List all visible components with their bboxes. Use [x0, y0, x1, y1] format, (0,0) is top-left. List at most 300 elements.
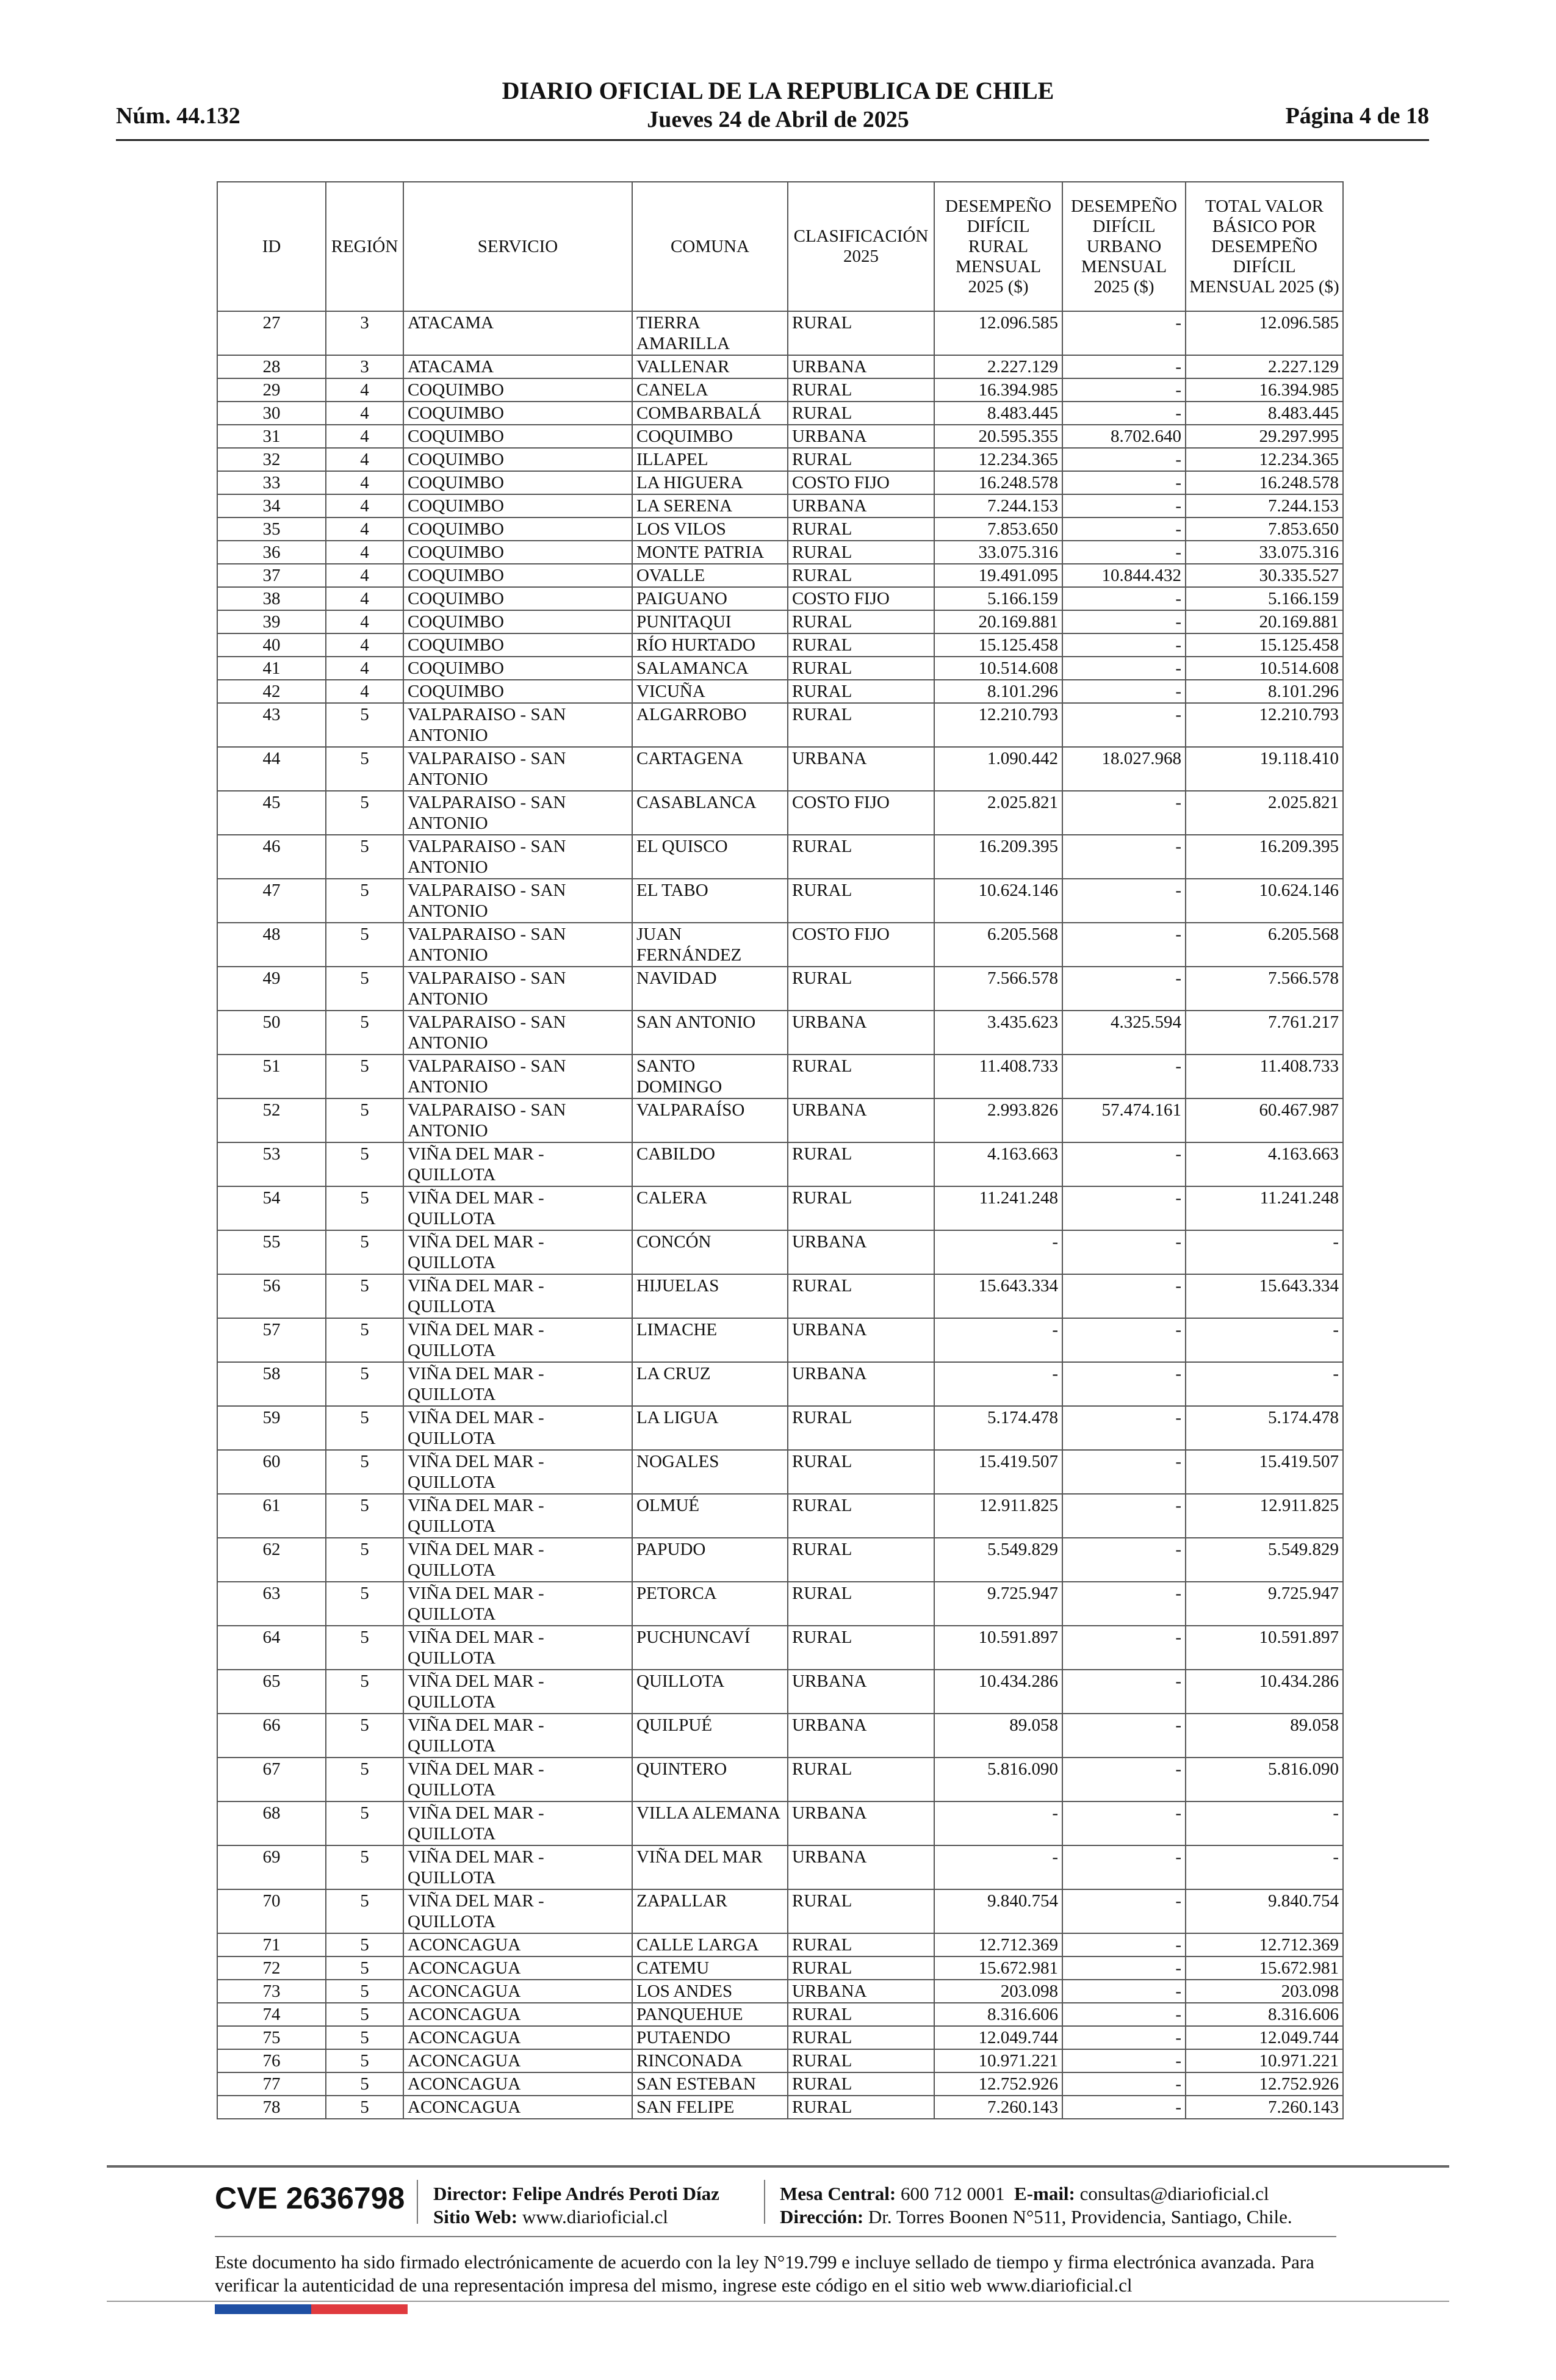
cell-total: 12.752.926 — [1186, 2072, 1343, 2096]
cell-commune: MONTE PATRIA — [632, 541, 788, 564]
cell-urban-amount: - — [1062, 1450, 1186, 1494]
cell-total: 30.335.527 — [1186, 564, 1343, 587]
cell-commune: PUTAENDO — [632, 2026, 788, 2049]
cell-urban-amount: - — [1062, 494, 1186, 517]
cell-classification: URBANA — [788, 425, 934, 448]
cell-region: 4 — [326, 587, 403, 610]
cell-total: 7.260.143 — [1186, 2096, 1343, 2119]
cell-classification: URBANA — [788, 1714, 934, 1758]
cell-urban-amount: - — [1062, 1933, 1186, 1956]
cell-rural-amount: 10.514.608 — [934, 657, 1062, 680]
table-row — [217, 610, 1343, 633]
cell-total: 89.058 — [1186, 1714, 1343, 1758]
table-row — [217, 1933, 1343, 1956]
cell-commune: CASABLANCA — [632, 791, 788, 835]
cell-classification: RURAL — [788, 311, 934, 355]
cell-urban-amount: - — [1062, 378, 1186, 402]
cell-rural-amount: 11.241.248 — [934, 1186, 1062, 1230]
cell-rural-amount: 15.419.507 — [934, 1450, 1062, 1494]
cell-region: 5 — [326, 703, 403, 747]
website-link[interactable]: www.diarioficial.cl — [522, 2206, 668, 2227]
publication-date: Jueves 24 de Abril de 2025 — [647, 107, 909, 132]
cell-classification: RURAL — [788, 835, 934, 879]
cell-commune: CANELA — [632, 378, 788, 402]
cell-rural-amount: 33.075.316 — [934, 541, 1062, 564]
cell-rural-amount: 20.169.881 — [934, 610, 1062, 633]
website-label: Sitio Web: — [433, 2206, 518, 2227]
cell-urban-amount: 10.844.432 — [1062, 564, 1186, 587]
cell-id: 74 — [217, 2003, 326, 2026]
cell-urban-amount: 4.325.594 — [1062, 1011, 1186, 1055]
cell-classification: RURAL — [788, 633, 934, 657]
cell-total: 5.174.478 — [1186, 1406, 1343, 1450]
cell-region: 5 — [326, 1142, 403, 1186]
cell-total: 5.816.090 — [1186, 1758, 1343, 1801]
cell-urban-amount: - — [1062, 633, 1186, 657]
cell-urban-amount: - — [1062, 680, 1186, 703]
cell-service: COQUIMBO — [403, 564, 632, 587]
cell-service: ACONCAGUA — [403, 2096, 632, 2119]
cell-service: VALPARAISO - SAN ANTONIO — [403, 791, 632, 835]
table-row — [217, 1845, 1343, 1889]
cell-id: 39 — [217, 610, 326, 633]
cell-classification: RURAL — [788, 517, 934, 541]
cell-urban-amount: - — [1062, 517, 1186, 541]
cell-commune: OVALLE — [632, 564, 788, 587]
cell-region: 5 — [326, 1230, 403, 1274]
table-header-row — [217, 182, 1343, 311]
cell-urban-amount: - — [1062, 2049, 1186, 2072]
phone-label: Mesa Central: — [780, 2183, 896, 2204]
col-header-rural-amount: DESEMPEÑO DIFÍCIL RURAL MENSUAL 2025 ($) — [934, 182, 1062, 311]
cell-id: 76 — [217, 2049, 326, 2072]
flag-stripe-blue — [215, 2304, 311, 2314]
cell-rural-amount: 10.434.286 — [934, 1670, 1062, 1714]
cell-region: 5 — [326, 923, 403, 967]
cell-urban-amount: - — [1062, 1670, 1186, 1714]
cell-service: VALPARAISO - SAN ANTONIO — [403, 747, 632, 791]
cell-urban-amount: - — [1062, 835, 1186, 879]
cell-classification: RURAL — [788, 1494, 934, 1538]
table-row — [217, 657, 1343, 680]
cell-id: 60 — [217, 1450, 326, 1494]
cell-service: VIÑA DEL MAR - QUILLOTA — [403, 1845, 632, 1889]
cell-total: 16.248.578 — [1186, 471, 1343, 494]
table-row — [217, 1758, 1343, 1801]
cell-classification: RURAL — [788, 610, 934, 633]
cell-service: COQUIMBO — [403, 448, 632, 471]
table-row — [217, 1186, 1343, 1230]
cell-commune: LA HIGUERA — [632, 471, 788, 494]
table-row — [217, 471, 1343, 494]
table-row — [217, 1230, 1343, 1274]
cell-classification: URBANA — [788, 747, 934, 791]
cell-region: 4 — [326, 448, 403, 471]
cell-service: VALPARAISO - SAN ANTONIO — [403, 967, 632, 1011]
cell-id: 34 — [217, 494, 326, 517]
cell-rural-amount: 16.248.578 — [934, 471, 1062, 494]
cell-rural-amount: 5.166.159 — [934, 587, 1062, 610]
cell-classification: URBANA — [788, 494, 934, 517]
cell-service: ACONCAGUA — [403, 1980, 632, 2003]
cell-region: 5 — [326, 879, 403, 923]
cell-total: 15.672.981 — [1186, 1956, 1343, 1980]
cell-total: 12.712.369 — [1186, 1933, 1343, 1956]
cell-id: 73 — [217, 1980, 326, 2003]
cell-urban-amount: - — [1062, 1845, 1186, 1889]
cell-region: 5 — [326, 747, 403, 791]
cell-commune: QUINTERO — [632, 1758, 788, 1801]
cell-rural-amount: 10.971.221 — [934, 2049, 1062, 2072]
cell-commune: LOS ANDES — [632, 1980, 788, 2003]
cell-total: 8.101.296 — [1186, 680, 1343, 703]
cell-rural-amount: 5.816.090 — [934, 1758, 1062, 1801]
cell-id: 47 — [217, 879, 326, 923]
table-row — [217, 311, 1343, 355]
table-row — [217, 923, 1343, 967]
cell-classification: URBANA — [788, 1318, 934, 1362]
cell-rural-amount: 5.174.478 — [934, 1406, 1062, 1450]
cell-rural-amount: 203.098 — [934, 1980, 1062, 2003]
cell-commune: ILLAPEL — [632, 448, 788, 471]
table-row — [217, 1801, 1343, 1845]
cell-classification: COSTO FIJO — [788, 471, 934, 494]
cell-service: ACONCAGUA — [403, 2003, 632, 2026]
cell-service: VIÑA DEL MAR - QUILLOTA — [403, 1230, 632, 1274]
cell-id: 50 — [217, 1011, 326, 1055]
cell-total: 20.169.881 — [1186, 610, 1343, 633]
cell-rural-amount: 16.209.395 — [934, 835, 1062, 879]
email-link[interactable]: consultas@diarioficial.cl — [1079, 2183, 1269, 2204]
cell-service: VALPARAISO - SAN ANTONIO — [403, 703, 632, 747]
cell-urban-amount: - — [1062, 879, 1186, 923]
cell-region: 5 — [326, 1933, 403, 1956]
cell-region: 4 — [326, 564, 403, 587]
cell-id: 77 — [217, 2072, 326, 2096]
cell-urban-amount: - — [1062, 1274, 1186, 1318]
cell-total: 12.049.744 — [1186, 2026, 1343, 2049]
cell-service: ACONCAGUA — [403, 2072, 632, 2096]
cell-id: 38 — [217, 587, 326, 610]
cell-rural-amount: 16.394.985 — [934, 378, 1062, 402]
cell-region: 5 — [326, 1450, 403, 1494]
table-row — [217, 967, 1343, 1011]
cell-urban-amount: - — [1062, 1186, 1186, 1230]
contact-info — [780, 2182, 1292, 2229]
issue-number: Núm. 44.132 — [116, 103, 240, 129]
table-row — [217, 494, 1343, 517]
cell-total: - — [1186, 1230, 1343, 1274]
cell-region: 5 — [326, 1362, 403, 1406]
cell-commune: VALPARAÍSO — [632, 1098, 788, 1142]
cell-rural-amount: 8.101.296 — [934, 680, 1062, 703]
cell-classification: RURAL — [788, 1758, 934, 1801]
cell-urban-amount: - — [1062, 1956, 1186, 1980]
cell-region: 5 — [326, 1980, 403, 2003]
cell-urban-amount: 8.702.640 — [1062, 425, 1186, 448]
cell-service: COQUIMBO — [403, 517, 632, 541]
cell-total: - — [1186, 1801, 1343, 1845]
cell-id: 48 — [217, 923, 326, 967]
cell-urban-amount: - — [1062, 703, 1186, 747]
table-row — [217, 1538, 1343, 1582]
cell-rural-amount: 12.049.744 — [934, 2026, 1062, 2049]
cell-classification: RURAL — [788, 2049, 934, 2072]
cell-commune: RÍO HURTADO — [632, 633, 788, 657]
cell-rural-amount: - — [934, 1318, 1062, 1362]
director-name: Felipe Andrés Peroti Díaz — [512, 2183, 719, 2204]
cell-rural-amount: 15.643.334 — [934, 1274, 1062, 1318]
cell-classification: RURAL — [788, 1626, 934, 1670]
cell-commune: PAPUDO — [632, 1538, 788, 1582]
cell-commune: CALLE LARGA — [632, 1933, 788, 1956]
cell-region: 5 — [326, 2072, 403, 2096]
cell-total: 12.234.365 — [1186, 448, 1343, 471]
cell-id: 31 — [217, 425, 326, 448]
cell-urban-amount: - — [1062, 1055, 1186, 1098]
cell-rural-amount: 15.125.458 — [934, 633, 1062, 657]
cell-urban-amount: - — [1062, 1538, 1186, 1582]
cell-rural-amount: 89.058 — [934, 1714, 1062, 1758]
cell-commune: VILLA ALEMANA — [632, 1801, 788, 1845]
cell-region: 4 — [326, 378, 403, 402]
cell-id: 52 — [217, 1098, 326, 1142]
cell-id: 33 — [217, 471, 326, 494]
cell-urban-amount: - — [1062, 448, 1186, 471]
cell-rural-amount: 12.210.793 — [934, 703, 1062, 747]
cell-service: COQUIMBO — [403, 494, 632, 517]
cell-total: 5.549.829 — [1186, 1538, 1343, 1582]
cell-classification: URBANA — [788, 1980, 934, 2003]
cell-id: 44 — [217, 747, 326, 791]
cell-total: 7.761.217 — [1186, 1011, 1343, 1055]
col-header-id: ID — [217, 182, 326, 311]
cell-service: VIÑA DEL MAR - QUILLOTA — [403, 1186, 632, 1230]
cell-total: 203.098 — [1186, 1980, 1343, 2003]
cell-commune: LA LIGUA — [632, 1406, 788, 1450]
cell-classification: RURAL — [788, 1933, 934, 1956]
cell-total: 8.316.606 — [1186, 2003, 1343, 2026]
cell-id: 71 — [217, 1933, 326, 1956]
cell-service: COQUIMBO — [403, 680, 632, 703]
cell-urban-amount: - — [1062, 610, 1186, 633]
cell-rural-amount: 19.491.095 — [934, 564, 1062, 587]
table-row — [217, 541, 1343, 564]
cell-service: VIÑA DEL MAR - QUILLOTA — [403, 1889, 632, 1933]
cell-total: 7.853.650 — [1186, 517, 1343, 541]
cell-rural-amount: 7.260.143 — [934, 2096, 1062, 2119]
cell-id: 70 — [217, 1889, 326, 1933]
cell-urban-amount: - — [1062, 1758, 1186, 1801]
cell-total: 60.467.987 — [1186, 1098, 1343, 1142]
col-header-service: SERVICIO — [403, 182, 632, 311]
cell-id: 72 — [217, 1956, 326, 1980]
address-text: Dr. Torres Boonen N°511, Providencia, Santiago, Chile. — [868, 2206, 1292, 2227]
cve-code: CVE 2636798 — [215, 2181, 405, 2215]
cell-urban-amount: - — [1062, 923, 1186, 967]
table-row — [217, 1011, 1343, 1055]
cell-total: 2.227.129 — [1186, 355, 1343, 378]
cell-region: 5 — [326, 835, 403, 879]
cell-service: VIÑA DEL MAR - QUILLOTA — [403, 1758, 632, 1801]
director-label: Director: — [433, 2183, 508, 2204]
cell-id: 66 — [217, 1714, 326, 1758]
cell-total: 2.025.821 — [1186, 791, 1343, 835]
cell-rural-amount: 2.025.821 — [934, 791, 1062, 835]
cell-id: 58 — [217, 1362, 326, 1406]
cell-total: - — [1186, 1845, 1343, 1889]
cell-commune: VIÑA DEL MAR — [632, 1845, 788, 1889]
cell-region: 5 — [326, 1670, 403, 1714]
cell-service: VALPARAISO - SAN ANTONIO — [403, 1011, 632, 1055]
cell-classification: URBANA — [788, 1362, 934, 1406]
cell-region: 4 — [326, 402, 403, 425]
table-row — [217, 2072, 1343, 2096]
cell-commune: LA CRUZ — [632, 1362, 788, 1406]
cell-commune: LOS VILOS — [632, 517, 788, 541]
table-row — [217, 378, 1343, 402]
cell-classification: RURAL — [788, 703, 934, 747]
cell-urban-amount: - — [1062, 1318, 1186, 1362]
cell-service: VIÑA DEL MAR - QUILLOTA — [403, 1538, 632, 1582]
cell-total: 7.244.153 — [1186, 494, 1343, 517]
cell-classification: COSTO FIJO — [788, 923, 934, 967]
cell-commune: QUILPUÉ — [632, 1714, 788, 1758]
cell-id: 45 — [217, 791, 326, 835]
table-row — [217, 703, 1343, 747]
cell-total: 9.725.947 — [1186, 1582, 1343, 1626]
cell-id: 63 — [217, 1582, 326, 1626]
cell-id: 37 — [217, 564, 326, 587]
cell-region: 5 — [326, 1055, 403, 1098]
cell-classification: RURAL — [788, 1055, 934, 1098]
cell-commune: PAIGUANO — [632, 587, 788, 610]
cell-region: 4 — [326, 680, 403, 703]
cell-urban-amount: - — [1062, 791, 1186, 835]
director-info — [433, 2182, 719, 2229]
cell-service: VIÑA DEL MAR - QUILLOTA — [403, 1318, 632, 1362]
cell-service: VIÑA DEL MAR - QUILLOTA — [403, 1582, 632, 1626]
cell-urban-amount: - — [1062, 402, 1186, 425]
cell-total: 11.241.248 — [1186, 1186, 1343, 1230]
cell-rural-amount: 5.549.829 — [934, 1538, 1062, 1582]
cell-id: 35 — [217, 517, 326, 541]
cell-service: VIÑA DEL MAR - QUILLOTA — [403, 1362, 632, 1406]
cell-region: 5 — [326, 1406, 403, 1450]
cell-commune: PETORCA — [632, 1582, 788, 1626]
cell-id: 42 — [217, 680, 326, 703]
cell-rural-amount: 9.725.947 — [934, 1582, 1062, 1626]
col-header-urban-amount: DESEMPEÑO DIFÍCIL URBANO MENSUAL 2025 ($) — [1062, 182, 1186, 311]
cell-commune: SALAMANCA — [632, 657, 788, 680]
cell-id: 46 — [217, 835, 326, 879]
cell-commune: EL TABO — [632, 879, 788, 923]
cell-total: - — [1186, 1318, 1343, 1362]
table-row — [217, 1406, 1343, 1450]
table-row — [217, 402, 1343, 425]
cell-id: 28 — [217, 355, 326, 378]
cell-urban-amount: - — [1062, 2072, 1186, 2096]
cell-classification: URBANA — [788, 1670, 934, 1714]
cell-classification: RURAL — [788, 657, 934, 680]
cell-commune: CATEMU — [632, 1956, 788, 1980]
cell-rural-amount: 3.435.623 — [934, 1011, 1062, 1055]
cell-rural-amount: 12.096.585 — [934, 311, 1062, 355]
cell-total: - — [1186, 1362, 1343, 1406]
cell-service: COQUIMBO — [403, 378, 632, 402]
footer-separator — [764, 2180, 765, 2224]
cell-rural-amount: 12.712.369 — [934, 1933, 1062, 1956]
cell-commune: QUILLOTA — [632, 1670, 788, 1714]
cell-classification: RURAL — [788, 1889, 934, 1933]
cell-total: 9.840.754 — [1186, 1889, 1343, 1933]
cell-id: 49 — [217, 967, 326, 1011]
cell-total: 15.643.334 — [1186, 1274, 1343, 1318]
table-row — [217, 355, 1343, 378]
cell-region: 5 — [326, 1186, 403, 1230]
cell-urban-amount: 57.474.161 — [1062, 1098, 1186, 1142]
table-row — [217, 2026, 1343, 2049]
table-row — [217, 2049, 1343, 2072]
cell-commune: VICUÑA — [632, 680, 788, 703]
cell-total: 4.163.663 — [1186, 1142, 1343, 1186]
cell-commune: HIJUELAS — [632, 1274, 788, 1318]
table-row — [217, 425, 1343, 448]
cell-rural-amount: - — [934, 1801, 1062, 1845]
cell-service: ACONCAGUA — [403, 1933, 632, 1956]
cell-urban-amount: - — [1062, 1494, 1186, 1538]
cell-service: COQUIMBO — [403, 425, 632, 448]
cell-total: 5.166.159 — [1186, 587, 1343, 610]
cell-classification: RURAL — [788, 1406, 934, 1450]
cell-commune: PANQUEHUE — [632, 2003, 788, 2026]
cell-total: 10.591.897 — [1186, 1626, 1343, 1670]
cell-rural-amount: 1.090.442 — [934, 747, 1062, 791]
cell-total: 12.210.793 — [1186, 703, 1343, 747]
publication-title: DIARIO OFICIAL DE LA REPUBLICA DE CHILE — [502, 77, 1054, 104]
cell-region: 5 — [326, 1494, 403, 1538]
cell-service: COQUIMBO — [403, 541, 632, 564]
cell-id: 30 — [217, 402, 326, 425]
cell-commune: SAN ANTONIO — [632, 1011, 788, 1055]
cell-commune: LA SERENA — [632, 494, 788, 517]
table-row — [217, 1980, 1343, 2003]
cell-id: 40 — [217, 633, 326, 657]
cell-id: 69 — [217, 1845, 326, 1889]
cell-urban-amount: - — [1062, 967, 1186, 1011]
cell-commune: CALERA — [632, 1186, 788, 1230]
cell-classification: RURAL — [788, 967, 934, 1011]
cell-region: 4 — [326, 633, 403, 657]
cell-commune: SAN ESTEBAN — [632, 2072, 788, 2096]
cell-total: 7.566.578 — [1186, 967, 1343, 1011]
cell-commune: CABILDO — [632, 1142, 788, 1186]
cell-id: 41 — [217, 657, 326, 680]
cell-id: 62 — [217, 1538, 326, 1582]
cell-urban-amount: - — [1062, 1362, 1186, 1406]
table-row — [217, 1889, 1343, 1933]
cell-service: COQUIMBO — [403, 587, 632, 610]
cell-service: VALPARAISO - SAN ANTONIO — [403, 879, 632, 923]
cell-region: 5 — [326, 967, 403, 1011]
cell-id: 75 — [217, 2026, 326, 2049]
cell-rural-amount: 2.227.129 — [934, 355, 1062, 378]
cell-classification: RURAL — [788, 2072, 934, 2096]
cell-service: ACONCAGUA — [403, 2026, 632, 2049]
cell-id: 59 — [217, 1406, 326, 1450]
table-row — [217, 2096, 1343, 2119]
cell-commune: COQUIMBO — [632, 425, 788, 448]
